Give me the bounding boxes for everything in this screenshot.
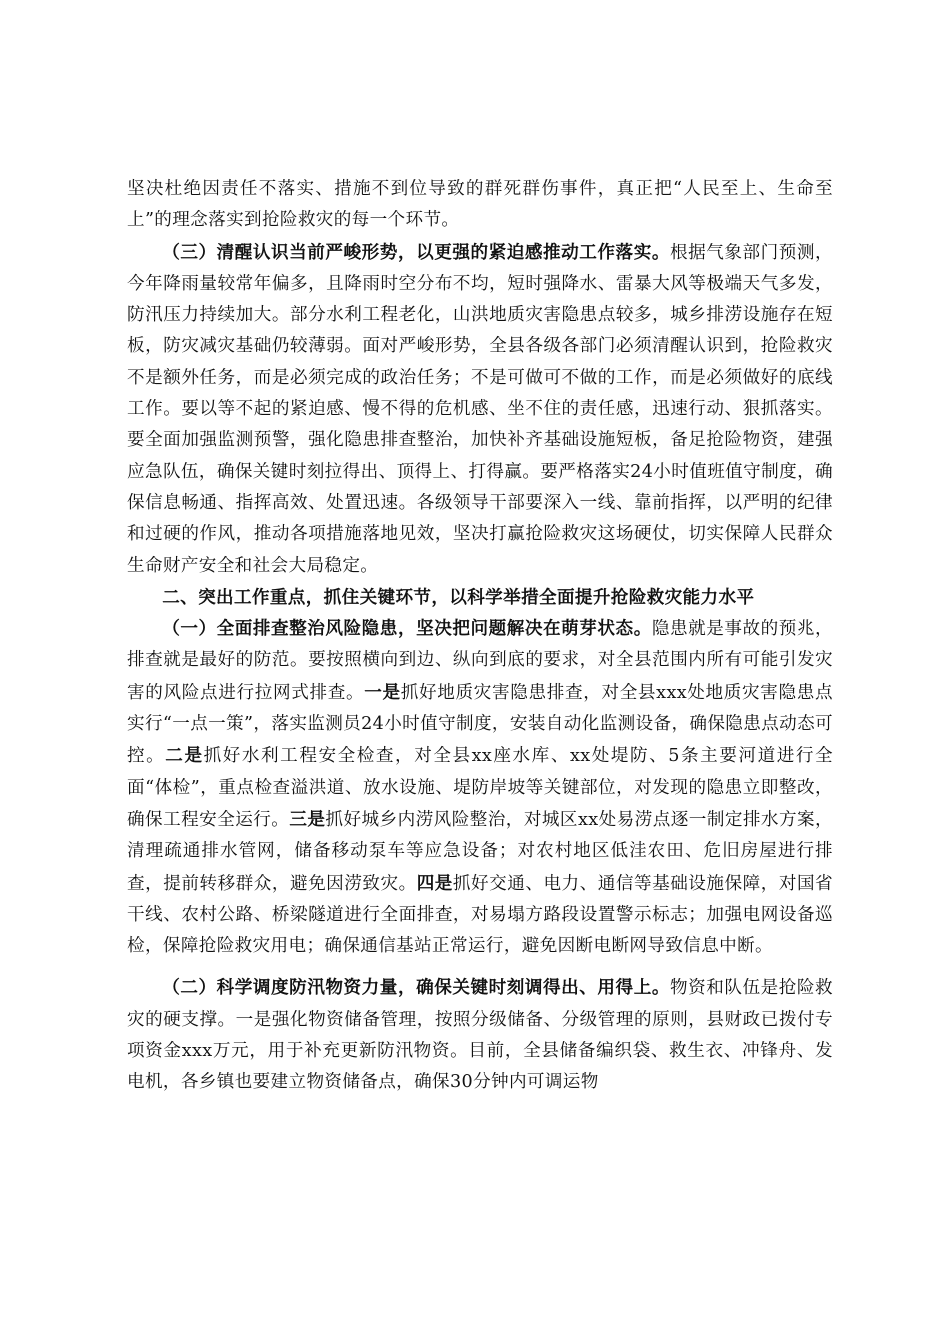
paragraph-text: 根据气象部门预测，今年降雨量较常年偏多，且降雨时空分布不均，短时强降水、雷暴大风等极端天气多发，防汛压力持续加大。部分水利工程老化，山洪地质灾害隐患点较多，城乡排涝设施存在短板，防灾减灾基础仍较薄弱。面对严峻形势，全县各级各部门必须清醒认识到，抢险救灾不是额外任务，而是必须完成的政治任务；不是可做可不做的工作，而是必须做好的底线工作。要以等不起的紧迫感、慢不得的危机感、坐不住的责任感，迅速行动、狠抓落实。要全面加强监测预警，强化隐患排查整治，加快补齐基础设施短板，备足抢险物资，建强应急队伍，确保关键时刻拉得出、顶得上、打得赢。要严格落实24小时值班值守制度，确保信息畅通、指挥高效、处置迅速。各级领导干部要深入一线、靠前指挥，以严明的纪律和过硬的作风，推动各项措施落地见效，坚决打赢抢险救灾这场硬仗，切实保障人民群众生命财产安全和社会大局稳定。	[127, 242, 833, 576]
paragraph-text: 抓好水利工程安全检查，对全县xx座水库、xx处堤防、5条主要河道进行全面“体检”，重点检查溢洪道、放水设施、堤防岸坡等关键部位，对发现的隐患立即整改，确保工程安全运行。	[127, 746, 834, 830]
paragraph-subsection-1	[127, 613, 833, 962]
item-marker-1: 一是	[364, 681, 401, 703]
item-marker-4: 四是	[416, 872, 453, 894]
paragraph-text: 物资和队伍是抢险救灾的硬支撑。	[127, 978, 833, 1030]
paragraph-continuation	[127, 174, 833, 237]
chapter-heading-2: 二、突出工作重点，抓住关键环节，以科学举措全面提升抢险救灾能力水平	[162, 586, 755, 608]
item-marker-1: 一是	[235, 1009, 272, 1030]
paragraph-text: 隐患就是事故的预兆，排查就是最好的防范。要按照横向到边、纵向到底的要求，对全县范围内所有可能引发灾害的风险点进行拉网式排查。	[127, 619, 833, 703]
paragraph-text: 抓好地质灾害隐患排查，对全县xxx处地质灾害隐患点实行“一点一策”，落实监测员24小时值守制度，安装自动化监测设备，确保隐患点动态可控。	[127, 682, 833, 767]
section-lead-heading: （三）清醒认识当前严峻形势，以更强的紧迫感推动工作落实。	[162, 241, 670, 263]
section-lead-heading: （二）科学调度防汛物资力量，确保关键时刻调得出、用得上。	[162, 977, 670, 999]
section-lead-heading: （一）全面排查整治风险隐患，坚决把问题解决在萌芽状态。	[162, 618, 652, 640]
paragraph-text: 抓好城乡内涝风险整治，对城区xx处易涝点逐一制定排水方案，清理疏通排水管网，储备移动泵车等应急设备；对农村地区低洼农田、危旧房屋进行排查，提前转移群众，避免因涝致灾。	[127, 809, 833, 894]
paragraph-text: 抓好交通、电力、通信等基础设施保障，对国省干线、农村公路、桥梁隧道进行全面排查，对易塌方路段设置警示标志；加强电网设备巡检，保障抢险救灾用电；确保通信基站正常运行，避免因断电断网导致信息中断。	[127, 873, 833, 957]
paragraph-text: 坚决杜绝因责任不落实、措施不到位导致的群死群伤事件，真正把“人民至上、生命至上”的理念落实到抢险救灾的每一个环节。	[127, 179, 833, 231]
item-marker-3: 三是	[289, 808, 326, 830]
paragraph-section-3	[127, 237, 833, 582]
item-marker-2: 二是	[165, 745, 204, 767]
document-body	[127, 174, 833, 1099]
paragraph-text: 强化物资储备管理，按照分级储备、分级管理的原则，县财政已拨付专项资金xxx万元，用于补充更新防汛物资。目前，全县储备编织袋、救生衣、冲锋舟、发电机，各乡镇也要建立物资储备点，确保30分钟内可调运物	[127, 1009, 833, 1093]
paragraph-subsection-2	[127, 972, 833, 1098]
